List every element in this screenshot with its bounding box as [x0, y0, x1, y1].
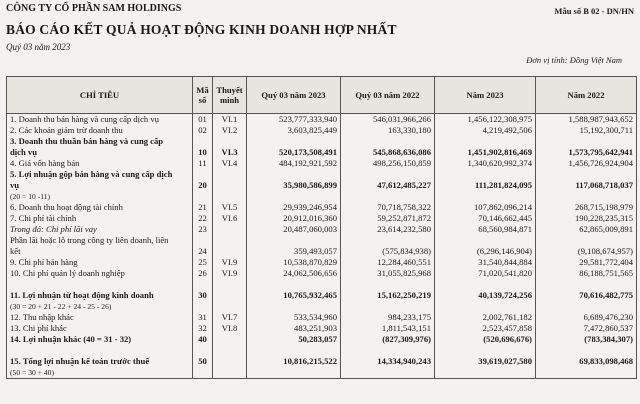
- table-row: [7, 224, 637, 235]
- row-code: 11: [193, 158, 213, 169]
- row-code: 23: [193, 224, 213, 235]
- row-value-year-2023: 1,456,122,308,975: [435, 114, 536, 126]
- table-row: [7, 136, 637, 147]
- row-note: [213, 180, 247, 191]
- row-value-q3-2022: 498,256,150,859: [341, 158, 435, 169]
- row-code: 26: [193, 268, 213, 279]
- form-number: Mẫu số B 02 - DN/HN: [554, 6, 634, 16]
- row-value-q3-2022: [341, 191, 435, 202]
- row-value-q3-2023: 20,487,060,003: [247, 224, 341, 235]
- table-row: [7, 235, 637, 246]
- row-value-year-2022: 7,472,860,537: [536, 323, 637, 334]
- table-row: [7, 323, 637, 334]
- row-code: 02: [193, 125, 213, 136]
- row-value-year-2023: 4,219,492,506: [435, 125, 536, 136]
- table-row: [7, 257, 637, 268]
- col-header-item: CHỈ TIÊU: [7, 77, 193, 114]
- row-item: dịch vụ: [7, 147, 193, 158]
- row-code: 32: [193, 323, 213, 334]
- row-note: [213, 356, 247, 367]
- row-value-year-2022: 1,588,987,943,652: [536, 114, 637, 126]
- row-value-q3-2022: [341, 301, 435, 312]
- row-note: [213, 301, 247, 312]
- row-value-year-2023: 68,560,984,871: [435, 224, 536, 235]
- row-value-year-2023: 107,862,096,214: [435, 202, 536, 213]
- row-value-year-2023: 70,146,662,445: [435, 213, 536, 224]
- table-row: [7, 191, 637, 202]
- row-code: 10: [193, 147, 213, 158]
- row-note: [213, 345, 247, 356]
- row-note: [213, 246, 247, 257]
- row-code: 24: [193, 246, 213, 257]
- row-code: [193, 367, 213, 379]
- row-value-year-2022: 29,581,772,404: [536, 257, 637, 268]
- row-item: 13. Chi phí khác: [7, 323, 193, 334]
- table-row: [7, 125, 637, 136]
- row-note: [213, 191, 247, 202]
- table-row: [7, 180, 637, 191]
- row-value-q3-2022: 14,334,940,243: [341, 356, 435, 367]
- row-code: 20: [193, 180, 213, 191]
- row-item: 4. Giá vốn hàng bán: [7, 158, 193, 169]
- row-item: kết: [7, 246, 193, 257]
- row-note: VI.5: [213, 202, 247, 213]
- table-row: [7, 301, 637, 312]
- table-row: [7, 158, 637, 169]
- row-value-year-2023: [435, 191, 536, 202]
- row-value-year-2023: 39,619,027,580: [435, 356, 536, 367]
- row-note: [213, 334, 247, 345]
- col-header-year-2023: Năm 2023: [435, 77, 536, 114]
- row-value-q3-2022: 1,811,543,151: [341, 323, 435, 334]
- row-note: VI.6: [213, 213, 247, 224]
- row-value-year-2022: (783,384,307): [536, 334, 637, 345]
- table-row: [7, 367, 637, 379]
- table-row: [7, 279, 637, 290]
- row-value-year-2022: [536, 235, 637, 246]
- row-value-year-2022: 1,456,726,924,904: [536, 158, 637, 169]
- row-value-q3-2023: 35,980,586,899: [247, 180, 341, 191]
- row-item: [7, 279, 193, 290]
- row-value-year-2023: [435, 301, 536, 312]
- row-value-q3-2022: 12,284,460,551: [341, 257, 435, 268]
- row-value-year-2022: [536, 136, 637, 147]
- row-value-year-2022: 62,865,009,891: [536, 224, 637, 235]
- row-value-q3-2022: (827,309,976): [341, 334, 435, 345]
- row-value-q3-2023: [247, 191, 341, 202]
- row-note: VI.7: [213, 312, 247, 323]
- table-row: [7, 345, 637, 356]
- row-value-q3-2022: [341, 169, 435, 180]
- row-value-q3-2022: 31,055,825,968: [341, 268, 435, 279]
- row-value-q3-2023: [247, 279, 341, 290]
- row-value-q3-2023: 10,538,870,829: [247, 257, 341, 268]
- row-value-q3-2022: [341, 367, 435, 379]
- row-value-q3-2022: [341, 136, 435, 147]
- row-value-year-2022: [536, 191, 637, 202]
- row-value-year-2023: 2,002,761,182: [435, 312, 536, 323]
- row-note: [213, 279, 247, 290]
- row-value-q3-2022: 47,612,485,227: [341, 180, 435, 191]
- row-item: vụ: [7, 180, 193, 191]
- row-value-q3-2023: 3,603,825,449: [247, 125, 341, 136]
- row-value-q3-2023: 10,816,215,522: [247, 356, 341, 367]
- row-item: Phần lãi hoặc lỗ trong công ty liên doanh, liên: [7, 235, 193, 246]
- table-row: [7, 202, 637, 213]
- row-item: (50 = 30 + 40): [7, 367, 193, 379]
- row-value-q3-2023: 29,939,246,954: [247, 202, 341, 213]
- table-row: [7, 290, 637, 301]
- row-item: 1. Doanh thu bán hàng và cung cấp dịch vụ: [7, 114, 193, 126]
- row-note: [213, 224, 247, 235]
- row-value-year-2022: [536, 367, 637, 379]
- row-code: 21: [193, 202, 213, 213]
- row-item: 5. Lợi nhuận gộp bán hàng và cung cấp dịch: [7, 169, 193, 180]
- row-value-q3-2022: [341, 279, 435, 290]
- row-code: [193, 191, 213, 202]
- col-header-q3-2022: Quý 03 năm 2022: [341, 77, 435, 114]
- row-value-q3-2022: [341, 345, 435, 356]
- row-value-q3-2022: 546,031,966,266: [341, 114, 435, 126]
- col-header-note: Thuyết minh: [213, 77, 247, 114]
- row-value-q3-2023: 24,062,506,656: [247, 268, 341, 279]
- row-value-q3-2023: [247, 136, 341, 147]
- company-name: CÔNG TY CỔ PHẦN SAM HOLDINGS: [6, 3, 182, 14]
- row-item: (30 = 20 + 21 - 22 + 24 - 25 - 26): [7, 301, 193, 312]
- row-value-year-2022: 86,188,751,565: [536, 268, 637, 279]
- row-value-year-2022: [536, 301, 637, 312]
- row-item: Trong đó: Chi phí lãi vay: [7, 224, 193, 235]
- row-value-q3-2022: 163,330,180: [341, 125, 435, 136]
- row-value-year-2023: 31,540,844,884: [435, 257, 536, 268]
- row-value-q3-2023: 359,493,057: [247, 246, 341, 257]
- table-row: [7, 246, 637, 257]
- row-value-q3-2023: 484,192,921,592: [247, 158, 341, 169]
- row-value-q3-2023: 533,534,960: [247, 312, 341, 323]
- table-row: [7, 114, 637, 126]
- row-value-year-2023: 111,281,824,095: [435, 180, 536, 191]
- row-value-year-2022: 1,573,795,642,941: [536, 147, 637, 158]
- row-code: 40: [193, 334, 213, 345]
- row-item: 3. Doanh thu thuần bán hàng và cung cấp: [7, 136, 193, 147]
- row-code: 30: [193, 290, 213, 301]
- row-value-year-2022: [536, 345, 637, 356]
- report-title: BÁO CÁO KẾT QUẢ HOẠT ĐỘNG KINH DOANH HỢP NHẤT: [6, 22, 397, 37]
- row-code: [193, 136, 213, 147]
- row-value-year-2023: [435, 136, 536, 147]
- table-row: [7, 169, 637, 180]
- row-value-year-2022: (9,108,674,957): [536, 246, 637, 257]
- row-code: [193, 279, 213, 290]
- row-note: VI.1: [213, 114, 247, 126]
- row-value-q3-2022: 23,614,232,580: [341, 224, 435, 235]
- row-value-q3-2022: 70,718,758,322: [341, 202, 435, 213]
- row-value-q3-2022: 59,252,871,872: [341, 213, 435, 224]
- row-code: [193, 345, 213, 356]
- row-item: 2. Các khoản giảm trừ doanh thu: [7, 125, 193, 136]
- row-value-q3-2023: 10,765,932,465: [247, 290, 341, 301]
- table-row: [7, 268, 637, 279]
- row-code: 01: [193, 114, 213, 126]
- row-code: [193, 301, 213, 312]
- col-header-q3-2023: Quý 03 năm 2023: [247, 77, 341, 114]
- row-value-q3-2023: [247, 367, 341, 379]
- row-item: 15. Tổng lợi nhuận kế toán trước thuế: [7, 356, 193, 367]
- table-header-row: [7, 77, 637, 114]
- row-value-year-2023: 1,451,902,816,469: [435, 147, 536, 158]
- row-value-q3-2023: 50,283,057: [247, 334, 341, 345]
- row-note: [213, 235, 247, 246]
- row-note: [213, 290, 247, 301]
- row-value-year-2022: 70,616,482,775: [536, 290, 637, 301]
- row-code: 22: [193, 213, 213, 224]
- row-item: 10. Chi phí quản lý doanh nghiệp: [7, 268, 193, 279]
- row-value-q3-2023: 20,912,016,360: [247, 213, 341, 224]
- row-value-year-2022: [536, 279, 637, 290]
- row-value-q3-2022: 545,868,636,086: [341, 147, 435, 158]
- row-code: 31: [193, 312, 213, 323]
- row-value-year-2023: 1,340,620,992,374: [435, 158, 536, 169]
- row-value-year-2023: [435, 235, 536, 246]
- row-note: [213, 169, 247, 180]
- row-value-year-2022: 117,068,718,037: [536, 180, 637, 191]
- row-item: 9. Chi phí bán hàng: [7, 257, 193, 268]
- row-value-q3-2023: 523,777,333,940: [247, 114, 341, 126]
- row-note: [213, 367, 247, 379]
- row-value-q3-2023: [247, 235, 341, 246]
- row-value-year-2022: 6,689,476,230: [536, 312, 637, 323]
- row-item: 12. Thu nhập khác: [7, 312, 193, 323]
- row-note: VI.9: [213, 268, 247, 279]
- row-value-year-2023: [435, 279, 536, 290]
- row-code: [193, 169, 213, 180]
- col-header-code: Mã số: [193, 77, 213, 114]
- row-note: VI.3: [213, 147, 247, 158]
- table-row: [7, 213, 637, 224]
- row-value-q3-2023: 483,251,903: [247, 323, 341, 334]
- row-item: 7. Chi phí tài chính: [7, 213, 193, 224]
- row-value-q3-2023: [247, 345, 341, 356]
- row-value-year-2023: 40,139,724,256: [435, 290, 536, 301]
- row-value-year-2023: (6,296,146,904): [435, 246, 536, 257]
- row-value-year-2022: 268,715,198,979: [536, 202, 637, 213]
- row-code: [193, 235, 213, 246]
- table-body: [7, 114, 637, 379]
- row-value-q3-2023: [247, 169, 341, 180]
- row-note: [213, 136, 247, 147]
- row-value-year-2023: 71,020,541,820: [435, 268, 536, 279]
- income-statement-table: [6, 76, 637, 379]
- row-note: VI.9: [213, 257, 247, 268]
- row-item: 11. Lợi nhuận từ hoạt động kinh doanh: [7, 290, 193, 301]
- table-row: [7, 334, 637, 345]
- row-value-q3-2022: [341, 235, 435, 246]
- row-value-year-2023: (520,696,676): [435, 334, 536, 345]
- table-row: [7, 147, 637, 158]
- row-code: 25: [193, 257, 213, 268]
- row-value-year-2023: [435, 169, 536, 180]
- row-item: 6. Doanh thu hoạt động tài chính: [7, 202, 193, 213]
- row-value-year-2022: [536, 169, 637, 180]
- row-value-year-2023: [435, 367, 536, 379]
- col-header-year-2022: Năm 2022: [536, 77, 637, 114]
- row-value-q3-2023: 520,173,508,491: [247, 147, 341, 158]
- row-value-q3-2022: 15,162,250,219: [341, 290, 435, 301]
- report-period: Quý 03 năm 2023: [6, 42, 71, 52]
- table-row: [7, 312, 637, 323]
- row-value-q3-2022: 984,233,175: [341, 312, 435, 323]
- row-value-year-2022: 190,228,235,315: [536, 213, 637, 224]
- row-value-year-2022: 15,192,300,711: [536, 125, 637, 136]
- row-code: 50: [193, 356, 213, 367]
- row-value-q3-2022: (575,834,938): [341, 246, 435, 257]
- row-item: (20 = 10 -11): [7, 191, 193, 202]
- row-value-year-2022: 69,833,098,468: [536, 356, 637, 367]
- row-value-q3-2023: [247, 301, 341, 312]
- currency-unit: Đơn vị tính: Đồng Việt Nam: [526, 55, 622, 65]
- row-note: VI.2: [213, 125, 247, 136]
- row-value-year-2023: 2,523,457,858: [435, 323, 536, 334]
- row-note: VI.4: [213, 158, 247, 169]
- row-item: 14. Lợi nhuận khác (40 = 31 - 32): [7, 334, 193, 345]
- table-row: [7, 356, 637, 367]
- row-note: VI.8: [213, 323, 247, 334]
- row-item: [7, 345, 193, 356]
- row-value-year-2023: [435, 345, 536, 356]
